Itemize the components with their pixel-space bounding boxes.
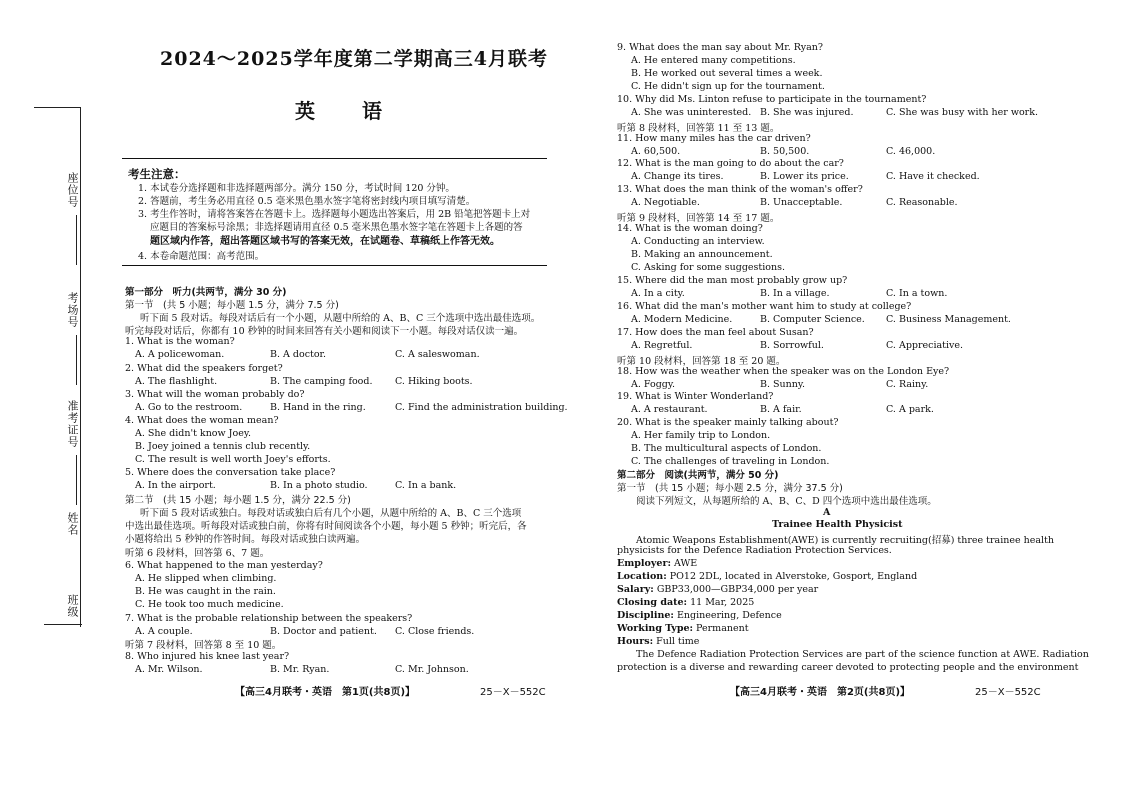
- job-detail-label: Closing date:: [617, 597, 688, 608]
- job-detail-label: Salary:: [617, 584, 654, 595]
- job-detail-label: Employer:: [617, 558, 671, 569]
- name-label: 姓名: [66, 512, 79, 536]
- sec2-instr-3: 小题将给出 5 秒钟的作答时间。每段对话或独白读两遍。: [125, 534, 366, 545]
- question-18-option-b: B. Sunny.: [760, 379, 806, 390]
- question-7-option-a: A. A couple.: [135, 626, 193, 637]
- footer-right-code: 25－X－552C: [975, 687, 1041, 698]
- question-3-option-c: C. Find the administration building.: [395, 402, 568, 413]
- question-18-option-a: A. Foggy.: [631, 379, 675, 390]
- exam-title: 2024～2025学年度第二学期高三4月联考: [160, 48, 548, 70]
- question-1-option-a: A. A policewoman.: [135, 349, 225, 360]
- question-15-option-b: B. In a village.: [760, 288, 830, 299]
- job-detail-value: Full time: [653, 636, 700, 647]
- part1-sec1: 第一节 (共 5 小题；每小题 1.5 分，满分 7.5 分): [125, 300, 339, 311]
- question-4: 4. What does the woman mean?: [125, 415, 279, 426]
- passage-para-1: The Defence Radiation Protection Services are part of the science function at AWE. Radiation: [636, 649, 1089, 660]
- binding-bottom-rule: [44, 624, 82, 625]
- question-16-option-b: B. Computer Science.: [760, 314, 865, 325]
- question-5-option-b: B. In a photo studio.: [270, 480, 368, 491]
- question-11: 11. How many miles has the car driven?: [617, 133, 811, 144]
- question-14-option-a: A. Conducting an interview.: [631, 236, 765, 247]
- binding-seg-3: [76, 455, 77, 505]
- binding-vertical-rule: [80, 107, 81, 627]
- part1-title: 第一部分 听力(共两节，满分 30 分): [125, 287, 287, 298]
- passage-letter: A: [823, 507, 831, 518]
- question-20: 20. What is the speaker mainly talking about?: [617, 417, 839, 428]
- question-4-option-c: C. The result is well worth Joey's efforts.: [135, 454, 331, 465]
- question-13: 13. What does the man think of the woman's offer?: [617, 184, 863, 195]
- question-6-option-a: A. He slipped when climbing.: [135, 573, 277, 584]
- footer-left-code: 25－X－552C: [480, 687, 546, 698]
- job-detail-value: Engineering, Defence: [673, 610, 782, 621]
- material-6: 听第 6 段材料，回答第 6、7 题。: [125, 548, 270, 559]
- question-16-option-a: A. Modern Medicine.: [631, 314, 733, 325]
- question-3-option-b: B. Hand in the ring.: [270, 402, 366, 413]
- question-20-option-b: B. The multicultural aspects of London.: [631, 443, 822, 454]
- question-16: 16. What did the man's mother want him to study at college?: [617, 301, 912, 312]
- question-10-option-c: C. She was busy with her work.: [886, 107, 1038, 118]
- question-6-option-c: C. He took too much medicine.: [135, 599, 284, 610]
- question-13-option-c: C. Reasonable.: [886, 197, 958, 208]
- question-8-option-a: A. Mr. Wilson.: [135, 664, 203, 675]
- notice-item-3b: 应题目的答案标号涂黑；非选择题请用直径 0.5 毫米黑色墨水签字笔在答题卡上各题的答: [150, 222, 523, 233]
- question-1: 1. What is the woman?: [125, 336, 235, 347]
- question-10-option-b: B. She was injured.: [760, 107, 854, 118]
- part1-sec2: 第二节 (共 15 小题；每小题 1.5 分，满分 22.5 分): [125, 495, 351, 506]
- question-7: 7. What is the probable relationship between the speakers?: [125, 613, 413, 624]
- question-13-option-a: A. Negotiable.: [631, 197, 700, 208]
- material-7: 听第 7 段材料，回答第 8 至 10 题。: [125, 640, 282, 651]
- question-12-option-b: B. Lower its price.: [760, 171, 849, 182]
- question-14-option-b: B. Making an announcement.: [631, 249, 773, 260]
- notice-item-2: 2. 答题前，考生务必用直径 0.5 毫米黑色墨水签字笔将密封线内项目填写清楚。: [138, 196, 476, 207]
- question-5: 5. Where does the conversation take place?: [125, 467, 336, 478]
- question-7-option-b: B. Doctor and patient.: [270, 626, 377, 637]
- question-19-option-c: C. A park.: [886, 404, 934, 415]
- question-19-option-b: B. A fair.: [760, 404, 802, 415]
- question-14-option-c: C. Asking for some suggestions.: [631, 262, 786, 273]
- header-rule: [122, 158, 547, 159]
- job-detail-value: Permanent: [693, 623, 749, 634]
- class-label: 班级: [66, 594, 79, 618]
- question-15: 15. Where did the man most probably grow up?: [617, 275, 848, 286]
- question-2-option-b: B. The camping food.: [270, 376, 373, 387]
- question-11-option-a: A. 60,500.: [631, 146, 681, 157]
- notice-title: 考生注意：: [128, 167, 186, 181]
- question-5-option-a: A. In the airport.: [135, 480, 216, 491]
- material-10: 听第 10 段材料，回答第 18 至 20 题。: [617, 356, 786, 367]
- footer-left: 【高三4月联考・英语 第1页(共8页)】: [235, 687, 416, 698]
- job-detail-value: PO12 2DL, located in Alverstoke, Gosport, England: [666, 571, 918, 582]
- question-8: 8. Who injured his knee last year?: [125, 651, 290, 662]
- material-9: 听第 9 段材料，回答第 14 至 17 题。: [617, 213, 780, 224]
- question-1-option-c: C. A saleswoman.: [395, 349, 480, 360]
- question-12: 12. What is the man going to do about the car?: [617, 158, 844, 169]
- binding-seg-2: [76, 335, 77, 385]
- job-detail-row: [617, 636, 699, 647]
- question-5-option-c: C. In a bank.: [395, 480, 457, 491]
- question-9: 9. What does the man say about Mr. Ryan?: [617, 42, 824, 53]
- question-6: 6. What happened to the man yesterday?: [125, 560, 323, 571]
- notice-rule: [122, 265, 547, 266]
- passage-para-2: protection is a diverse and rewarding career devoted to protecting people and the environment: [617, 662, 1079, 673]
- exam-room-label: 考场号: [66, 292, 79, 328]
- question-9-option-a: A. He entered many competitions.: [631, 55, 796, 66]
- question-2-option-a: A. The flashlight.: [135, 376, 218, 387]
- question-11-option-b: B. 50,500.: [760, 146, 810, 157]
- question-12-option-c: C. Have it checked.: [886, 171, 980, 182]
- question-10: 10. Why did Ms. Linton refuse to participate in the tournament?: [617, 94, 927, 105]
- question-10-option-a: A. She was uninterested.: [631, 107, 752, 118]
- job-detail-value: 11 Mar, 2025: [687, 597, 755, 608]
- question-20-option-a: A. Her family trip to London.: [631, 430, 771, 441]
- question-9-option-b: B. He worked out several times a week.: [631, 68, 823, 79]
- part2-title: 第二部分 阅读(共两节，满分 50 分): [617, 470, 779, 481]
- notice-item-4: 4. 本卷命题范围：高考范围。: [138, 251, 265, 262]
- job-detail-row: [617, 610, 782, 621]
- question-11-option-c: C. 46,000.: [886, 146, 936, 157]
- passage-intro-1: Atomic Weapons Establishment(AWE) is currently recruiting(招募) three trainee health: [636, 535, 1054, 546]
- subject-title: 英 语: [295, 99, 402, 123]
- job-detail-row: [617, 597, 754, 608]
- question-20-option-c: C. The challenges of traveling in London.: [631, 456, 830, 467]
- job-detail-label: Hours:: [617, 636, 654, 647]
- question-2: 2. What did the speakers forget?: [125, 363, 283, 374]
- job-detail-label: Working Type:: [617, 623, 694, 634]
- footer-right: 【高三4月联考・英语 第2页(共8页)】: [730, 687, 911, 698]
- question-14: 14. What is the woman doing?: [617, 223, 763, 234]
- question-12-option-a: A. Change its tires.: [631, 171, 724, 182]
- question-3-option-a: A. Go to the restroom.: [135, 402, 243, 413]
- part2-sec1: 第一节 (共 15 小题；每小题 2.5 分，满分 37.5 分): [617, 483, 843, 494]
- question-7-option-c: C. Close friends.: [395, 626, 475, 637]
- sec2-instr-1: 听下面 5 段对话或独白。每段对话或独白后有几个小题，从题中所给的 A、B、C 三个选项: [140, 508, 522, 519]
- passage-title: Trainee Health Physicist: [772, 519, 903, 530]
- question-6-option-b: B. He was caught in the rain.: [135, 586, 276, 597]
- binding-seg-1: [76, 215, 77, 265]
- sec1-instr-2: 听完每段对话后，你都有 10 秒钟的时间来回答有关小题和阅读下一小题。每段对话仅读一遍。: [125, 326, 524, 337]
- ticket-label: 准考证号: [66, 400, 79, 448]
- notice-item-3: 3. 考生作答时，请将答案答在答题卡上。选择题每小题选出答案后，用 2B 铅笔把答题卡上对: [138, 209, 531, 220]
- job-detail-row: [617, 571, 917, 582]
- question-9-option-c: C. He didn't sign up for the tournament.: [631, 81, 825, 92]
- seat-label: 座位号: [66, 172, 79, 208]
- question-18-option-c: C. Rainy.: [886, 379, 929, 390]
- question-15-option-c: C. In a town.: [886, 288, 948, 299]
- job-detail-value: GBP33,000—GBP34,000 per year: [653, 584, 819, 595]
- question-13-option-b: B. Unacceptable.: [760, 197, 843, 208]
- sec2-instr-2: 中选出最佳选项。听每段对话或独白前，你将有时间阅读各个小题，每小题 5 秒钟；听完后，各: [125, 521, 527, 532]
- part2-instr: 阅读下列短文，从每题所给的 A、B、C、D 四个选项中选出最佳选项。: [636, 496, 937, 507]
- binding-top-rule: [34, 107, 80, 108]
- job-detail-row: [617, 558, 697, 569]
- job-detail-row: [617, 584, 818, 595]
- question-1-option-b: B. A doctor.: [270, 349, 327, 360]
- question-4-option-a: A. She didn't know Joey.: [135, 428, 251, 439]
- question-17-option-c: C. Appreciative.: [886, 340, 964, 351]
- job-detail-label: Discipline:: [617, 610, 674, 621]
- question-17-option-b: B. Sorrowful.: [760, 340, 824, 351]
- material-8: 听第 8 段材料，回答第 11 至 13 题。: [617, 123, 780, 134]
- question-3: 3. What will the woman probably do?: [125, 389, 305, 400]
- passage-intro-2: physicists for the Defence Radiation Protection Services.: [617, 545, 892, 556]
- question-16-option-c: C. Business Management.: [886, 314, 1011, 325]
- question-17: 17. How does the man feel about Susan?: [617, 327, 814, 338]
- question-19: 19. What is Winter Wonderland?: [617, 391, 774, 402]
- question-4-option-b: B. Joey joined a tennis club recently.: [135, 441, 311, 452]
- question-18: 18. How was the weather when the speaker was on the London Eye?: [617, 366, 950, 377]
- notice-item-1: 1. 本试卷分选择题和非选择题两部分。满分 150 分，考试时间 120 分钟。: [138, 183, 455, 194]
- question-19-option-a: A. A restaurant.: [631, 404, 708, 415]
- question-15-option-a: A. In a city.: [631, 288, 685, 299]
- job-detail-value: AWE: [670, 558, 698, 569]
- job-detail-row: [617, 623, 749, 634]
- notice-item-3c: 题区域内作答，超出答题区域书写的答案无效，在试题卷、草稿纸上作答无效。: [150, 236, 500, 247]
- question-2-option-c: C. Hiking boots.: [395, 376, 473, 387]
- question-17-option-a: A. Regretful.: [631, 340, 693, 351]
- sec1-instr-1: 听下面 5 段对话。每段对话后有一个小题，从题中所给的 A、B、C 三个选项中选出最佳选项。: [140, 313, 541, 324]
- job-detail-label: Location:: [617, 571, 667, 582]
- question-8-option-b: B. Mr. Ryan.: [270, 664, 330, 675]
- question-8-option-c: C. Mr. Johnson.: [395, 664, 469, 675]
